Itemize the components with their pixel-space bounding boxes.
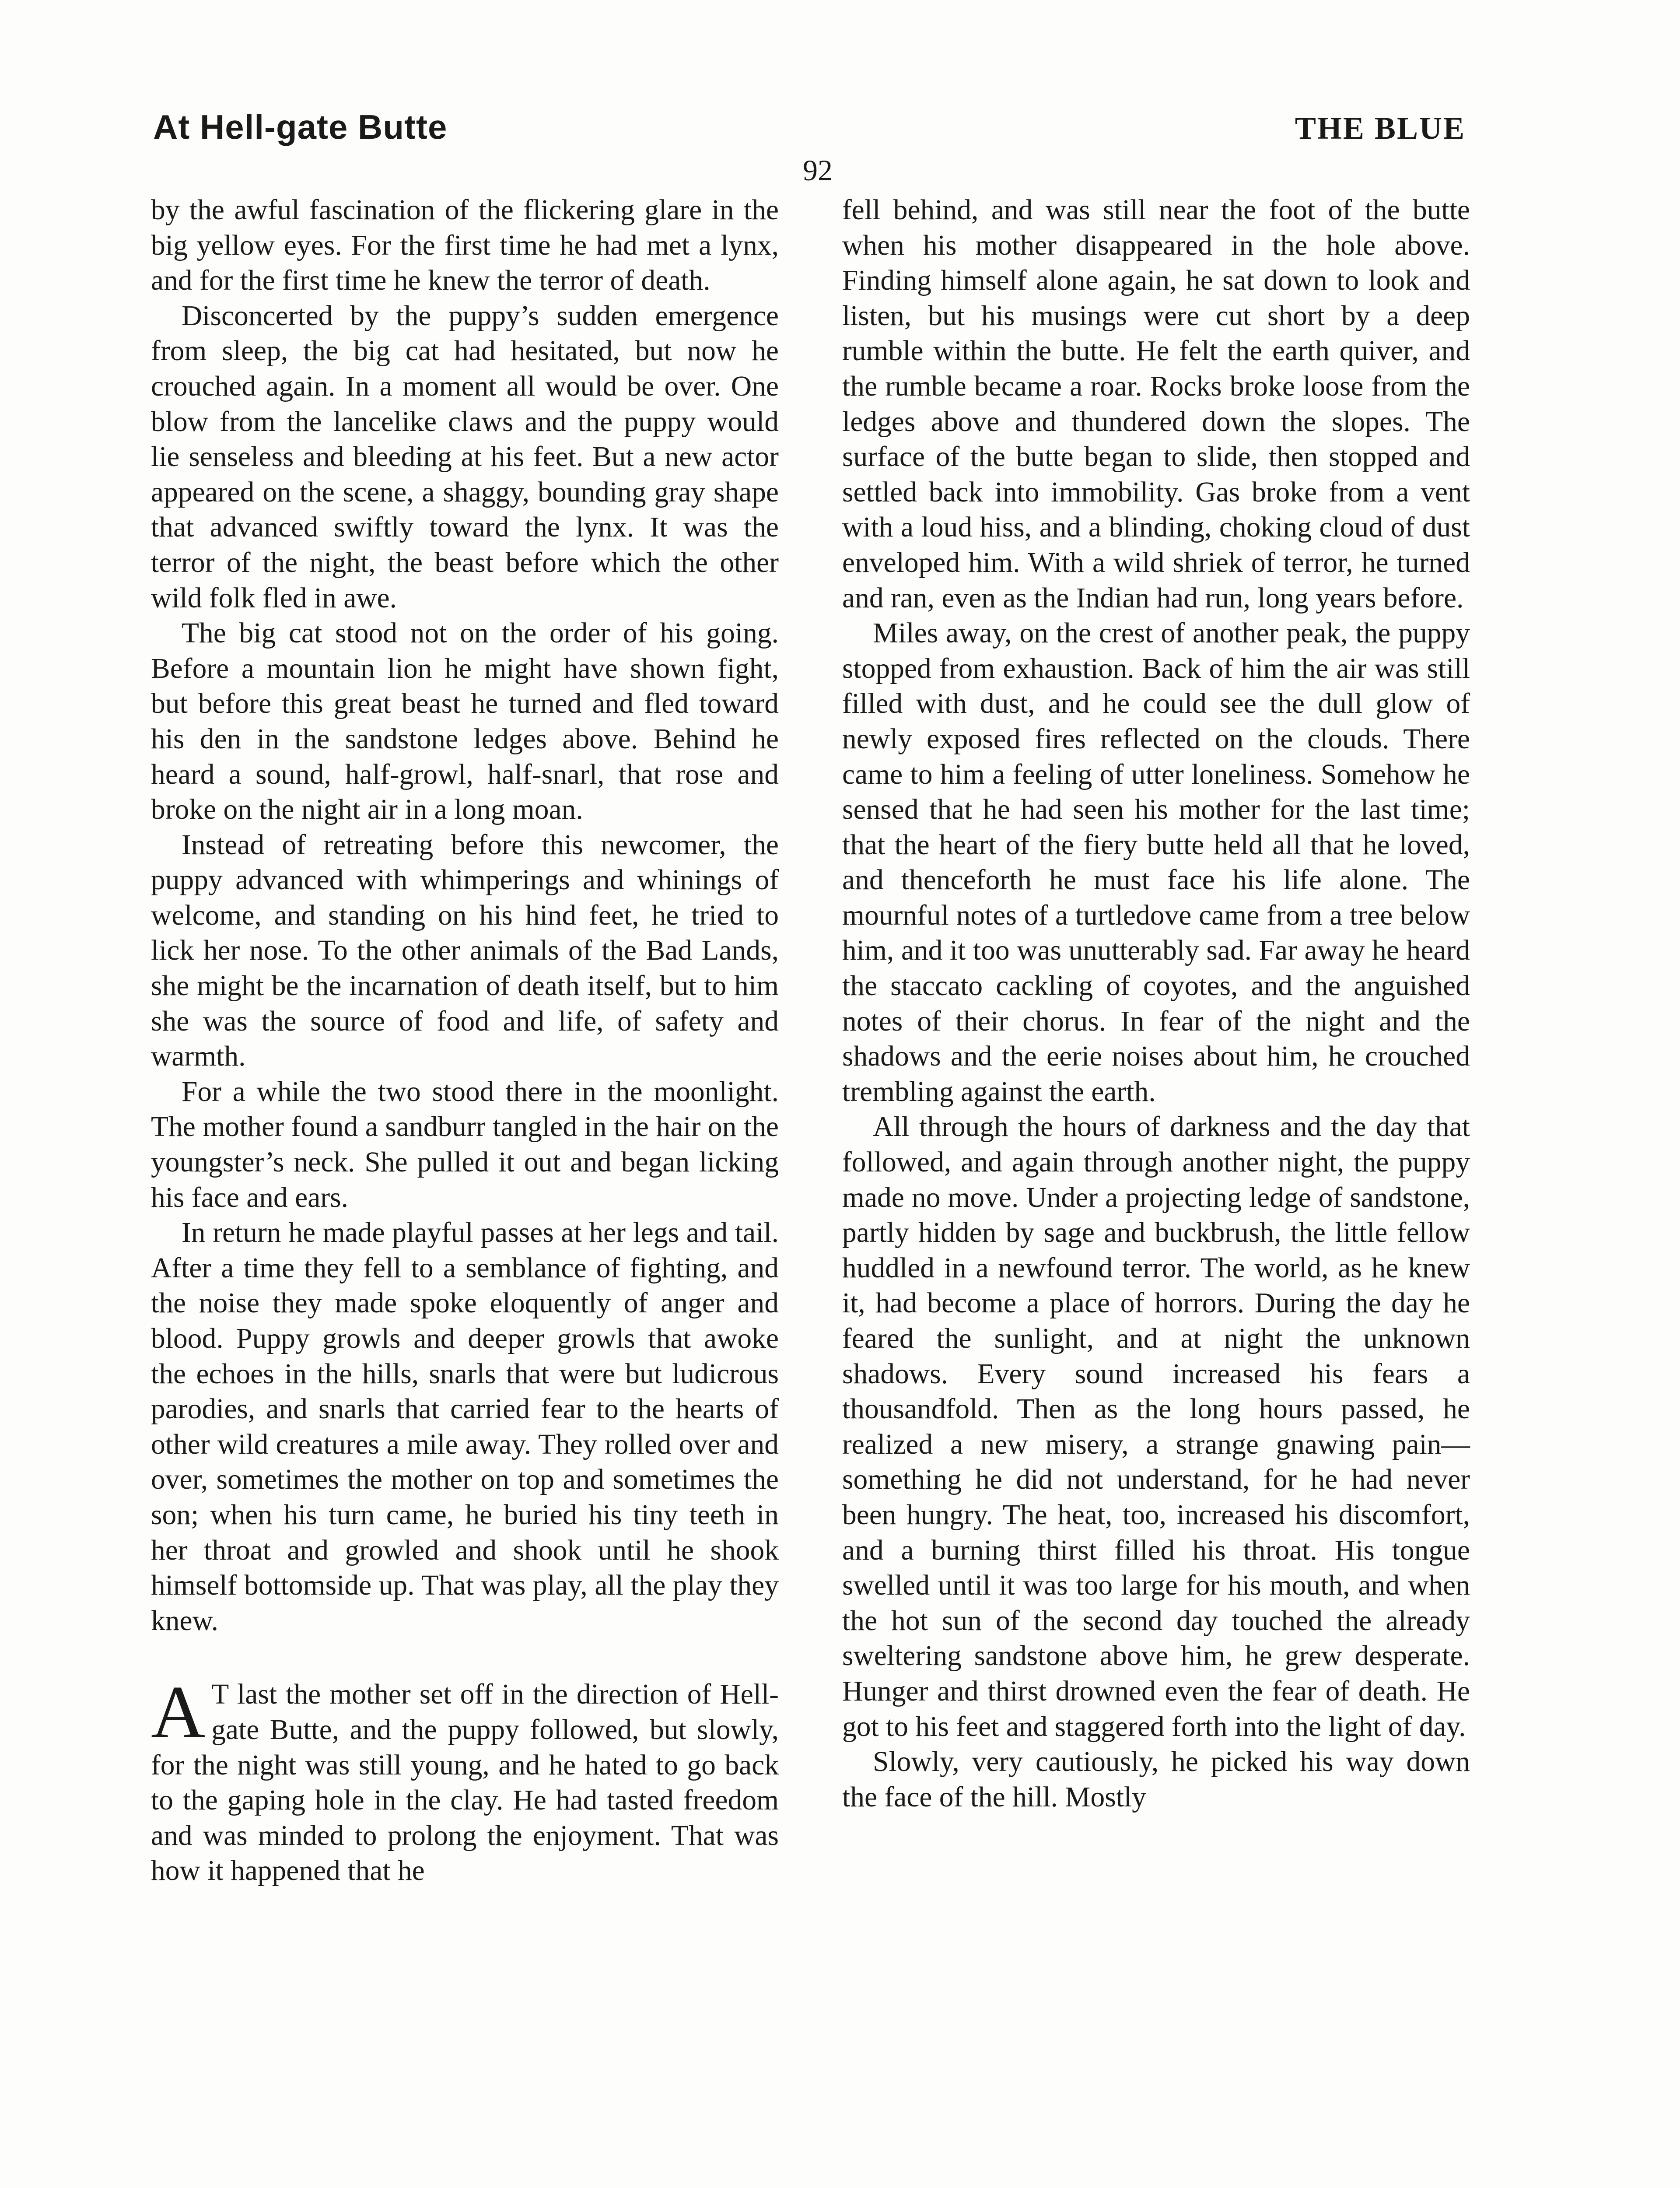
paragraph: In return he made playful passes at her legs and tail. After a time they fell to a semblance of fighting, and the noise they made spoke eloquently of anger and blood. Puppy growls and deeper growls that awoke the echoes in the hills, snarls that were but ludicrous parodies, and snarls that carried fear to the hearts of other wild creatures a mile away. They rolled over and over, sometimes the mother on top and sometimes the son; when his turn came, he buried his tiny teeth in her throat and growled and shook until he shook himself bottomside up. That was play, all the play they knew. (151, 1217, 779, 1637)
paragraph: For a while the two stood there in the moonlight. The mother found a sandburr tangled in the hair on the youngster’s neck. She pulled it out and began licking his face and ears. (151, 1076, 779, 1213)
section-opening-text: T last the mother set off in the direction of Hell-gate Butte, and the puppy followed, but slowly, for the night was still young, and he hated to go back to the gaping hole in the clay. He had tasted freedom and was minded to prolong the enjoyment. That was how it happened that he (151, 1679, 779, 1887)
right-column (842, 193, 1470, 2188)
paragraph: Miles away, on the crest of another peak, the puppy stopped from exhaustion. Back of him the air was still filled with dust, and he could see the dull glow of newly exposed fires reflected on the clouds. There came to him a feeling of utter loneliness. Somehow he sensed that he had seen his mother for the last time; that the heart of the fiery butte held all that he loved, and thenceforth he must face his life alone. The mournful notes of a turtledove came from a tree below him, and it too was unutterably sad. Far away he heard the staccato cackling of coyotes, and the anguished notes of their chorus. In fear of the night and the shadows and the eerie noises about him, he crouched trembling against the earth. (842, 617, 1470, 1108)
running-header (153, 107, 1466, 147)
paragraph: Instead of retreating before this newcomer, the puppy advanced with whimperings and whinings of welcome, and standing on his hind feet, he tried to lick her nose. To the other animals of the Bad Lands, she might be the incarnation of death itself, but to him she was the source of food and life, of safety and warmth. (151, 829, 779, 1073)
section-break (151, 1638, 779, 1677)
paragraph: Slowly, very cautiously, he picked his way down the face of the hill. Mostly (842, 1746, 1470, 1813)
page-number: 92 (803, 154, 833, 187)
paragraph: The big cat stood not on the order of his going. Before a mountain lion he might have shown fight, but before this great beast he turned and fled toward his den in the sandstone ledges above. Behind he heard a sound, half-growl, half-snarl, that rose and broke on the night air in a long moan. (151, 617, 779, 826)
paragraph: All through the hours of darkness and the day that followed, and again through another night, the puppy made no move. Under a projecting ledge of sandstone, partly hidden by sage and buckbrush, the little fellow huddled in a newfound terror. The world, as he knew it, had become a place of horrors. During the day he feared the sunlight, and at night the unknown shadows. Every sound increased his fears a thousandfold. Then as the long hours passed, he realized a new misery, a strange gnawing pain—something he did not understand, for he had never been hungry. The heat, too, increased his discomfort, and a burning thirst filled his throat. His tongue swelled until it was too large for his mouth, and when the hot sun of the second day touched the already sweltering sandstone above him, he grew desperate. Hunger and thirst drowned even the fear of death. He got to his feet and staggered forth into the light of day. (842, 1111, 1470, 1743)
text-columns (151, 193, 1470, 2188)
paragraph: by the awful fascination of the flickering glare in the big yellow eyes. For the first time he had met a lynx, and for the first time he knew the terror of death. (151, 194, 779, 297)
paragraph: Disconcerted by the puppy’s sudden emergence from sleep, the big cat had hesitated, but now he crouched again. In a moment all would be over. One blow from the lancelike claws and the puppy would lie senseless and bleeding at his feet. But a new actor appeared on the scene, a shaggy, bounding gray shape that advanced swiftly toward the lynx. It was the terror of the night, the beast before which the other wild folk fled in awe. (151, 300, 779, 614)
left-column (151, 193, 779, 2188)
paragraph: fell behind, and was still near the foot of the butte when his mother disappeared in the hole above. Finding himself alone again, he sat down to look and listen, but his musings were cut short by a deep rumble within the butte. He felt the earth quiver, and the rumble became a roar. Rocks broke loose from the ledges above and thundered down the slopes. The surface of the butte began to slide, then stopped and settled back into immobility. Gas broke from a vent with a loud hiss, and a blinding, choking cloud of dust enveloped him. With a wild shriek of terror, he turned and ran, even as the Indian had run, long years before. (842, 194, 1470, 614)
section-opening-paragraph (151, 1671, 779, 1889)
drop-cap: A (151, 1671, 206, 1754)
article-title: At Hell-gate Butte (153, 108, 448, 146)
section-title: THE BLUE (1295, 111, 1466, 146)
